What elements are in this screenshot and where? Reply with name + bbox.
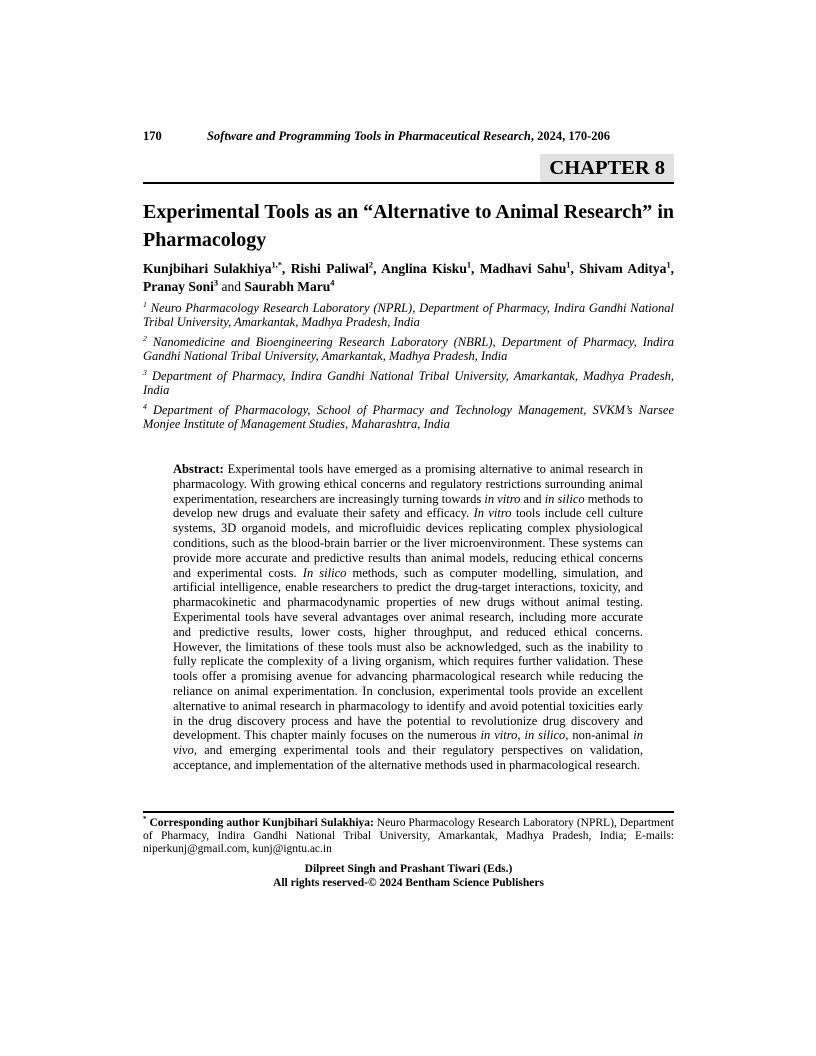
page-footer	[143, 863, 674, 890]
page-number: 170	[143, 129, 162, 143]
author-separator: ,	[281, 261, 291, 276]
affiliation-list	[143, 299, 674, 438]
editors-line: Dilpreet Singh and Prashant Tiwari (Eds.)	[304, 863, 513, 875]
author-name: Shivam Aditya$^1$	[579, 260, 671, 276]
affiliation: $^2$ Nanomedicine and Bioengineering Research Laboratory (NBRL), Department of Pharmacy, Indira Gandhi National Tribal University, Amarkantak, Madhya Pradesh, India	[143, 333, 674, 363]
author-separator: ,	[471, 261, 480, 276]
journal-title: Software and Programming Tools in Pharmaceutical Research	[206, 129, 531, 143]
copyright-line: All rights reserved-© 2024 Bentham Science Publishers	[273, 876, 544, 889]
author-name: Saurabh Maru$^4$	[244, 278, 335, 294]
footnote-text: * Corresponding author Kunjbihari Sulakhiya: Neuro Pharmacology Research Laboratory (NPRL), Department of Pharmacy, Indira Gandhi National Tribal University, Amarkantak, Madhya Pradesh, India; E-mails: niperkunj@gmail.com, kunj@igntu.ac.in	[143, 815, 674, 855]
author-separator: ,	[670, 261, 674, 276]
author-separator: and	[218, 278, 245, 294]
chapter-title: Experimental Tools as an “Alternative to Animal Research” in Pharmacology	[143, 201, 674, 251]
author-separator: ,	[373, 261, 382, 276]
author-list	[143, 260, 674, 295]
author-name: Anglina Kisku$^1$	[381, 260, 472, 276]
affiliation: $^3$ Department of Pharmacy, Indira Gandhi National Tribal University, Amarkantak, Madhya Pradesh, India	[143, 367, 674, 397]
journal-issue-pages: , 2024, 170-206	[530, 129, 611, 143]
author-separator: ,	[570, 261, 580, 276]
author-name: Rishi Paliwal$^2$	[290, 260, 374, 276]
author-name: Madhavi Sahu$^1$	[479, 260, 571, 276]
corresponding-author-footnote	[143, 811, 674, 856]
journal-reference	[207, 129, 610, 143]
affiliation: $^1$ Neuro Pharmacology Research Laboratory (NPRL), Department of Pharmacy, Indira Gandhi National Tribal University, Amarkantak, Madhya Pradesh, India	[143, 299, 674, 329]
running-head	[143, 129, 674, 144]
author-name: Kunjbihari Sulakhiya$^{1,*}$	[143, 260, 282, 276]
affiliation: $^4$ Department of Pharmacology, School of Pharmacy and Technology Management, SVKM’s Narsee Monjee Institute of Management Studies, Maharashtra, India	[143, 401, 674, 431]
abstract-paragraph: Abstract: Experimental tools have emerged as a promising alternative to animal research in pharmacology. With growing ethical concerns and regulatory restrictions surrounding animal experimentation, researchers are increasingly turning towards in vitro and in silico methods to develop new drugs and evaluate their safety and efficacy. In vitro tools include cell culture systems, 3D organoid models, and microfluidic devices replicating complex physiological conditions, such as the blood-brain barrier or the liver microenvironment. These systems can provide more accurate and predictive results than animal models, reducing ethical concerns and experimental costs. In silico methods, such as computer modelling, simulation, and artificial intelligence, enable researchers to predict the drug-target interactions, toxicity, and pharmacokinetic and pharmacodynamic properties of new drugs without animal testing. Experimental tools have several advantages over animal research, including more accurate and predictive results, lower costs, higher throughput, and reduced ethical concerns. However, the limitations of these tools must also be acknowledged, such as the inability to fully replicate the complexity of a living organism, which requires further validation. These tools offer a promising avenue for advancing pharmacological research while reducing the reliance on animal experimentation. In conclusion, experimental tools provide an excellent alternative to animal research in pharmacology to identify and avoid potential toxicities early in the drug discovery process and have the potential to revolutionize drug discovery and development. This chapter mainly focuses on the numerous in vitro, in silico, non-animal in vivo, and emerging experimental tools and their regulatory perspectives on validation, acceptance, and implementation of the alternative methods used in pharmacological research.	[173, 462, 644, 772]
chapter-heading-row	[143, 154, 674, 184]
chapter-label: CHAPTER 8	[540, 154, 674, 182]
author-name: Pranay Soni$^3$	[143, 278, 219, 294]
